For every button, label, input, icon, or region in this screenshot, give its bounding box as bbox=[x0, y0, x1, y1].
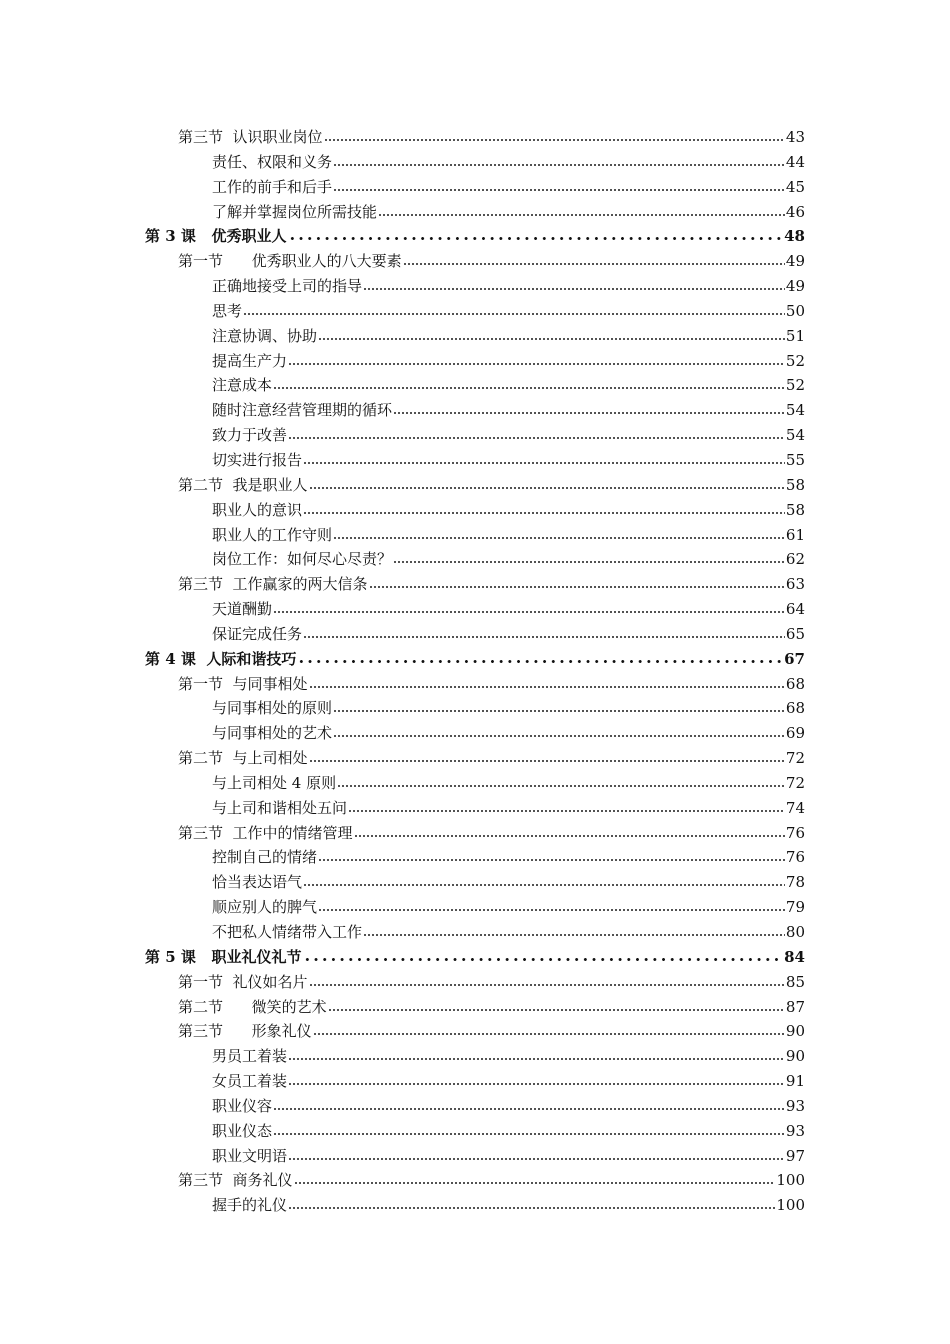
toc-dot-leader bbox=[309, 475, 785, 490]
toc-page-number: 76 bbox=[785, 823, 805, 842]
toc-dot-leader bbox=[303, 624, 785, 639]
toc-dot-leader bbox=[348, 798, 785, 813]
toc-subsection-entry[interactable] bbox=[0, 324, 805, 349]
toc-page-number: 49 bbox=[785, 277, 805, 296]
toc-dot-leader bbox=[318, 847, 785, 862]
toc-page-number: 65 bbox=[785, 624, 805, 643]
toc-section-entry[interactable] bbox=[0, 249, 805, 274]
toc-entry-title: 工作的前手和后手 bbox=[212, 177, 333, 196]
toc-subsection-entry[interactable] bbox=[0, 175, 805, 200]
toc-dot-leader bbox=[243, 301, 785, 316]
toc-entry-title: 注意成本 bbox=[212, 376, 273, 395]
toc-dot-leader bbox=[273, 1121, 785, 1136]
toc-page-number: 58 bbox=[785, 475, 805, 494]
toc-dot-leader bbox=[303, 872, 785, 887]
toc-dot-leader bbox=[378, 202, 785, 217]
toc-section-entry[interactable] bbox=[0, 672, 805, 697]
toc-section-entry[interactable] bbox=[0, 473, 805, 498]
toc-section-entry[interactable] bbox=[0, 970, 805, 995]
toc-entry-title: 第三节 工作中的情绪管理 bbox=[178, 823, 353, 842]
toc-entry-title: 握手的礼仪 bbox=[212, 1196, 288, 1215]
toc-page-number: 80 bbox=[785, 923, 805, 941]
toc-entry-title: 保证完成任务 bbox=[212, 624, 303, 643]
toc-entry-title: 控制自己的情绪 bbox=[212, 848, 318, 867]
toc-subsection-entry[interactable] bbox=[0, 1069, 805, 1094]
toc-dot-leader bbox=[318, 326, 785, 341]
toc-subsection-entry[interactable] bbox=[0, 448, 805, 473]
toc-subsection-entry[interactable] bbox=[0, 1193, 805, 1218]
toc-chapter-entry[interactable] bbox=[0, 647, 805, 672]
toc-page-number: 69 bbox=[785, 724, 805, 743]
toc-page-number: 43 bbox=[785, 128, 805, 146]
toc-page-number: 62 bbox=[785, 550, 805, 569]
toc-dot-leader bbox=[337, 773, 785, 788]
toc-subsection-entry[interactable] bbox=[0, 1144, 805, 1169]
toc-entry-title: 与同事相处的艺术 bbox=[212, 724, 333, 743]
toc-entry-title: 女员工着装 bbox=[212, 1072, 288, 1091]
toc-section-entry[interactable] bbox=[0, 572, 805, 597]
toc-entry-title: 第二节 微笑的艺术 bbox=[178, 997, 327, 1016]
toc-page-number: 68 bbox=[785, 674, 805, 693]
toc-entry-title: 第 5 课 职业礼仪礼节 bbox=[145, 947, 302, 966]
toc-subsection-entry[interactable] bbox=[0, 200, 805, 225]
toc-dot-leader bbox=[303, 500, 785, 515]
toc-dot-leader bbox=[393, 400, 785, 415]
toc-page-number: 45 bbox=[785, 177, 805, 196]
toc-subsection-entry[interactable] bbox=[0, 1119, 805, 1144]
toc-entry-title: 第一节 与同事相处 bbox=[178, 674, 308, 693]
toc-subsection-entry[interactable] bbox=[0, 398, 805, 423]
toc-page-number: 44 bbox=[785, 152, 805, 171]
toc-page-number: 52 bbox=[785, 351, 805, 370]
toc-entry-title: 男员工着装 bbox=[212, 1047, 288, 1066]
toc-page-number: 87 bbox=[785, 997, 805, 1016]
toc-page-number: 63 bbox=[785, 575, 805, 594]
toc-entry-title: 与上司和谐相处五问 bbox=[212, 798, 348, 817]
toc-dot-leader bbox=[303, 947, 784, 962]
toc-dot-leader bbox=[288, 1071, 785, 1086]
toc-chapter-entry[interactable] bbox=[0, 224, 805, 249]
toc-entry-title: 第二节 与上司相处 bbox=[178, 749, 308, 768]
toc-entry-title: 与上司相处 4 原则 bbox=[212, 773, 337, 792]
toc-entry-title: 第三节 形象礼仪 bbox=[178, 1022, 312, 1041]
toc-page-number: 51 bbox=[785, 326, 805, 345]
toc-subsection-entry[interactable] bbox=[0, 845, 805, 870]
toc-page-number: 84 bbox=[784, 947, 805, 966]
toc-page-number: 79 bbox=[785, 898, 805, 917]
toc-subsection-entry[interactable] bbox=[0, 696, 805, 721]
toc-page-number: 93 bbox=[785, 1096, 805, 1115]
toc-dot-leader bbox=[288, 226, 784, 241]
toc-dot-leader bbox=[333, 698, 785, 713]
toc-entry-title: 职业文明语 bbox=[212, 1146, 288, 1165]
toc-page-number: 78 bbox=[785, 873, 805, 892]
toc-subsection-entry[interactable] bbox=[0, 920, 805, 945]
toc-page-number: 72 bbox=[785, 749, 805, 768]
toc-entry-title: 岗位工作：如何尽心尽责？ bbox=[212, 550, 393, 569]
toc-dot-leader bbox=[309, 972, 785, 987]
toc-subsection-entry[interactable] bbox=[0, 299, 805, 324]
toc-subsection-entry[interactable] bbox=[0, 622, 805, 647]
toc-page-number: 90 bbox=[785, 1022, 805, 1041]
toc-entry-title: 切实进行报告 bbox=[212, 450, 303, 469]
toc-page-number: 100 bbox=[776, 1171, 805, 1190]
toc-entry-title: 第一节 礼仪如名片 bbox=[178, 972, 308, 991]
toc-entry-title: 随时注意经营管理期的循环 bbox=[212, 401, 393, 420]
toc-page-number: 91 bbox=[785, 1072, 805, 1091]
toc-entry-title: 第三节 工作赢家的两大信条 bbox=[178, 575, 368, 594]
toc-dot-leader bbox=[309, 748, 785, 763]
toc-dot-leader bbox=[324, 127, 785, 142]
toc-section-entry[interactable] bbox=[0, 1019, 805, 1044]
toc-dot-leader bbox=[309, 674, 785, 689]
toc-page-number: 74 bbox=[785, 798, 805, 817]
toc-entry-title: 第三节 认识职业岗位 bbox=[178, 128, 323, 146]
toc-page-number: 97 bbox=[785, 1146, 805, 1165]
toc-dot-leader bbox=[313, 1021, 785, 1036]
toc-dot-leader bbox=[333, 152, 785, 167]
toc-dot-leader bbox=[303, 450, 785, 465]
toc-dot-leader bbox=[333, 177, 785, 192]
toc-dot-leader bbox=[363, 922, 785, 937]
toc-page-number: 49 bbox=[785, 252, 805, 271]
toc-subsection-entry[interactable] bbox=[0, 523, 805, 548]
toc-entry-title: 提高生产力 bbox=[212, 351, 288, 370]
toc-section-entry[interactable] bbox=[0, 821, 805, 846]
toc-page-number: 46 bbox=[785, 202, 805, 221]
toc-subsection-entry[interactable] bbox=[0, 721, 805, 746]
toc-entry-title: 职业人的意识 bbox=[212, 500, 303, 519]
toc-entry-title: 第 3 课 优秀职业人 bbox=[145, 227, 287, 246]
toc-subsection-entry[interactable] bbox=[0, 895, 805, 920]
toc-subsection-entry[interactable] bbox=[0, 547, 805, 572]
toc-subsection-entry[interactable] bbox=[0, 1094, 805, 1119]
toc-subsection-entry[interactable] bbox=[0, 373, 805, 398]
toc-subsection-entry[interactable] bbox=[0, 349, 805, 374]
toc-page-number: 85 bbox=[785, 972, 805, 991]
toc-dot-leader bbox=[393, 549, 785, 564]
toc-dot-leader bbox=[354, 823, 785, 838]
toc-chapter-entry[interactable] bbox=[0, 945, 805, 970]
toc-entry-title: 顺应别人的脾气 bbox=[212, 898, 318, 917]
toc-dot-leader bbox=[288, 1046, 785, 1061]
toc-subsection-entry[interactable] bbox=[0, 771, 805, 796]
toc-entry-title: 致力于改善 bbox=[212, 426, 288, 445]
toc-subsection-entry[interactable] bbox=[0, 796, 805, 821]
toc-page-number: 72 bbox=[785, 773, 805, 792]
toc-entry-title: 第二节 我是职业人 bbox=[178, 475, 308, 494]
toc-dot-leader bbox=[288, 351, 785, 366]
toc-page-number: 54 bbox=[785, 426, 805, 445]
toc-entry-title: 第一节 优秀职业人的八大要素 bbox=[178, 252, 402, 271]
toc-dot-leader bbox=[288, 425, 785, 440]
toc-subsection-entry[interactable] bbox=[0, 498, 805, 523]
toc-subsection-entry[interactable] bbox=[0, 1044, 805, 1069]
toc-entry-title: 第三节 商务礼仪 bbox=[178, 1171, 293, 1190]
toc-dot-leader bbox=[333, 723, 785, 738]
toc-section-entry[interactable] bbox=[0, 746, 805, 771]
toc-dot-leader bbox=[318, 897, 785, 912]
toc-entry-title: 了解并掌握岗位所需技能 bbox=[212, 202, 378, 221]
toc-page-number: 100 bbox=[776, 1196, 805, 1215]
toc-page-number: 93 bbox=[785, 1121, 805, 1140]
toc-entry-title: 正确地接受上司的指导 bbox=[212, 277, 363, 296]
toc-entry-title: 不把私人情绪带入工作 bbox=[212, 923, 363, 941]
toc-entry-title: 与同事相处的原则 bbox=[212, 699, 333, 718]
toc-dot-leader bbox=[273, 599, 785, 614]
toc-page-number: 64 bbox=[785, 600, 805, 619]
toc-dot-leader bbox=[273, 1096, 785, 1111]
table-of-contents bbox=[0, 125, 950, 1218]
toc-dot-leader bbox=[294, 1170, 776, 1185]
toc-dot-leader bbox=[403, 251, 785, 266]
toc-dot-leader bbox=[333, 525, 785, 540]
toc-entry-title: 注意协调、协助 bbox=[212, 326, 318, 345]
toc-entry-title: 恰当表达语气 bbox=[212, 873, 303, 892]
toc-subsection-entry[interactable] bbox=[0, 423, 805, 448]
toc-entry-title: 第 4 课 人际和谐技巧 bbox=[145, 649, 297, 668]
toc-entry-title: 天道酬勤 bbox=[212, 600, 273, 619]
toc-section-entry[interactable] bbox=[0, 125, 805, 150]
toc-page-number: 54 bbox=[785, 401, 805, 420]
toc-page-number: 61 bbox=[785, 525, 805, 544]
toc-subsection-entry[interactable] bbox=[0, 274, 805, 299]
toc-entry-title: 思考 bbox=[212, 301, 243, 320]
toc-entry-title: 职业人的工作守则 bbox=[212, 525, 333, 544]
toc-dot-leader bbox=[273, 375, 785, 390]
toc-entry-title: 职业仪态 bbox=[212, 1121, 273, 1140]
toc-subsection-entry[interactable] bbox=[0, 870, 805, 895]
toc-page-number: 68 bbox=[785, 699, 805, 718]
toc-page-number: 67 bbox=[784, 649, 805, 668]
toc-page-number: 58 bbox=[785, 500, 805, 519]
toc-dot-leader bbox=[288, 1146, 785, 1161]
toc-dot-leader bbox=[363, 276, 785, 291]
toc-page-number: 55 bbox=[785, 450, 805, 469]
toc-page-number: 52 bbox=[785, 376, 805, 395]
toc-subsection-entry[interactable] bbox=[0, 150, 805, 175]
toc-section-entry[interactable] bbox=[0, 1168, 805, 1193]
toc-page-number: 90 bbox=[785, 1047, 805, 1066]
toc-page-number: 76 bbox=[785, 848, 805, 867]
toc-subsection-entry[interactable] bbox=[0, 597, 805, 622]
toc-entry-title: 责任、权限和义务 bbox=[212, 152, 333, 171]
toc-section-entry[interactable] bbox=[0, 995, 805, 1020]
toc-page-number: 48 bbox=[784, 227, 805, 246]
toc-dot-leader bbox=[369, 574, 785, 589]
toc-dot-leader bbox=[328, 997, 785, 1012]
toc-entry-title: 职业仪容 bbox=[212, 1096, 273, 1115]
toc-page-number: 50 bbox=[785, 301, 805, 320]
toc-dot-leader bbox=[297, 649, 783, 664]
toc-dot-leader bbox=[288, 1195, 775, 1210]
